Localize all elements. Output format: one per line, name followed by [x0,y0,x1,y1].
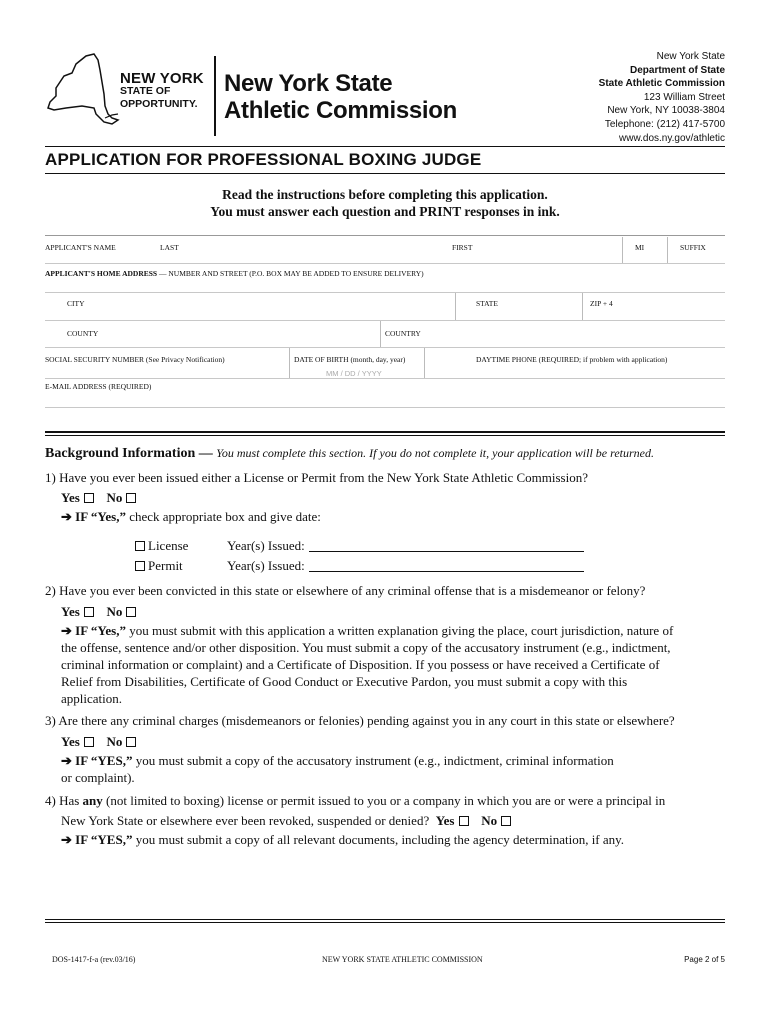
email-field[interactable] [45,382,151,391]
logo-line-new-york: NEW YORK [120,70,204,87]
no-label: No [106,604,123,619]
ssn-label: SOCIAL SECURITY NUMBER [45,355,145,364]
row-divider [45,320,725,321]
agency-address [599,50,725,145]
middle-initial-field[interactable]: MI [635,243,645,252]
if-yes-label: IF “YES,” [75,832,133,847]
no-label: No [481,813,498,828]
license-checkbox[interactable] [135,541,145,551]
instructions-line: Read the instructions before completing this application. [222,187,548,202]
row-divider [45,292,725,293]
first-name-field[interactable]: FIRST [452,243,473,252]
address-line: New York, NY 10038-3804 [607,105,725,117]
section-rule [45,431,725,433]
zip-field[interactable]: ZIP + 4 [590,299,613,308]
dob-note: (month, day, year) [348,355,406,364]
license-years-input[interactable] [309,540,584,552]
state-field[interactable]: STATE [476,299,498,308]
question-1 [45,469,730,574]
question-4-ifyes [45,831,730,848]
divider [380,321,381,347]
dob-placeholder: MM / DD / YYYY [326,369,382,378]
question-4-line2 [45,812,730,829]
logo-divider [214,56,216,136]
logo-line-opportunity: OPPORTUNITY. [120,98,198,110]
dob-label: DATE OF BIRTH [294,355,349,364]
q4-text: New York State or elsewhere ever been revoked, suspended or denied? [61,813,430,828]
title-rule [45,173,725,174]
row-divider [45,347,725,348]
question-1-answers [45,489,730,506]
license-row [45,537,730,554]
q1-no-checkbox[interactable] [126,493,136,503]
applicant-name-label: APPLICANT'S NAME [45,243,116,252]
license-label: License [148,538,189,553]
footer-agency: NEW YORK STATE ATHLETIC COMMISSION [322,955,483,964]
ssn-field[interactable] [45,355,225,364]
address-line: 123 William Street [643,91,725,103]
background-heading [45,446,654,462]
logo-small-text [120,72,204,111]
years-issued-label: Year(s) Issued: [227,538,305,553]
q2-no-checkbox[interactable] [126,607,136,617]
question-3 [45,712,730,786]
q4-text: 4) Has [45,793,83,808]
divider [424,348,425,378]
question-4 [45,792,730,848]
logo-line-state-of: STATE OF [120,85,171,97]
last-name-field[interactable]: LAST [160,243,179,252]
email-note: (REQUIRED) [106,382,152,391]
q1-yes-checkbox[interactable] [84,493,94,503]
country-field[interactable]: COUNTRY [385,329,421,338]
question-3-text: 3) Are there any criminal charges (misdemeanors or felonies) pending against you in any court in this state or elsewhere? [45,713,675,728]
instructions [45,186,725,220]
address-line: www.dos.ny.gov/athletic [619,132,725,144]
divider [455,293,456,320]
logo-title [224,70,457,124]
q3-no-checkbox[interactable] [126,737,136,747]
address-line: State Athletic Commission [598,78,725,90]
q3-explanation: you must submit a copy of the accusatory instrument (e.g., indictment, criminal information [132,753,614,768]
divider [582,293,583,320]
permit-row [45,557,730,574]
permit-years [227,557,584,574]
address-line: Department of State [629,64,725,76]
divider [289,348,290,378]
q4-explanation: you must submit a copy of all relevant documents, including the agency determination, if any. [132,832,625,847]
no-label: No [106,734,123,749]
no-label: No [106,490,123,505]
home-address-label: APPLICANT'S HOME ADDRESS [45,269,158,278]
footer-rule [45,922,725,923]
phone-label: DAYTIME PHONE [476,355,537,364]
arrow-right-icon: ➔ [61,753,72,768]
yes-label: Yes [61,734,80,749]
q2-explanation: Relief from Disabilities, Certificate of Good Conduct or Executive Pardon, you must submit a copy with this [61,674,628,689]
suffix-field[interactable]: SUFFIX [680,243,706,252]
if-yes-label: IF “Yes,” [75,509,126,524]
logo-title-line2: Athletic Commission [224,97,457,124]
form-title: APPLICATION FOR PROFESSIONAL BOXING JUDGE [45,150,482,169]
question-3-answers [45,733,730,750]
row-divider [45,263,725,264]
ssn-note: (See Privacy Notification) [144,355,225,364]
arrow-right-icon: ➔ [61,623,72,638]
permit-checkbox[interactable] [135,561,145,571]
question-2-ifyes [45,622,730,639]
q2-explanation: criminal information or complaint) and a Certificate of Disposition. If you possess or have received a Certificate of [61,657,660,672]
county-field[interactable]: COUNTY [67,329,99,338]
if-yes-text: check appropriate box and give date: [125,509,321,524]
arrow-right-icon: ➔ [61,832,72,847]
question-2-text: 2) Have you ever been convicted in this state or elsewhere of any criminal offense that is a misdemeanor or felony? [45,583,646,598]
q2-explanation: application. [61,691,123,706]
license-years [227,537,584,554]
divider [667,237,668,263]
arrow-right-icon: ➔ [61,509,72,524]
row-divider [45,407,725,408]
q4-text-bold: any [82,793,103,808]
background-heading-title: Background Information — [45,446,213,461]
email-label: E-MAIL ADDRESS [45,382,107,391]
q2-explanation: the offense, sentence and/or other disposition. You must submit a copy of the accusatory instrument (e.g., indictment, [61,640,671,655]
permit-label: Permit [148,558,183,573]
page-number: Page 2 of 5 [684,955,725,964]
question-3-ifyes [45,752,730,769]
years-issued-label: Year(s) Issued: [227,558,305,573]
city-field[interactable]: CITY [67,299,85,308]
divider [622,237,623,263]
question-4-text [45,792,730,809]
section-rule [45,435,725,436]
address-line: Telephone: (212) 417-5700 [604,118,725,130]
q4-yes-checkbox[interactable] [459,816,469,826]
question-2-answers [45,603,730,620]
instructions-line: You must answer each question and PRINT responses in ink. [210,204,560,219]
home-address-field[interactable] [45,269,424,278]
question-1-text: 1) Have you ever been issued either a License or Permit from the New York State Athletic Commission? [45,470,588,485]
form-number: DOS-1417-f-a (rev.03/16) [52,955,136,964]
logo-title-line1: New York State [224,70,393,97]
yes-label: Yes [435,813,455,828]
footer-rule [45,919,725,920]
if-yes-label: IF “YES,” [75,753,133,768]
question-2 [45,582,730,707]
header-rule [45,146,725,147]
question-1-ifyes [45,508,730,525]
q3-yes-checkbox[interactable] [84,737,94,747]
home-address-note: — NUMBER AND STREET (P.O. BOX MAY BE ADDED TO ENSURE DELIVERY) [157,269,424,278]
phone-note: (REQUIRED; if problem with application) [536,355,668,364]
logo [42,48,462,140]
q4-text: (not limited to boxing) license or permit issued to you or a company in which you are or were a principal in [102,793,666,808]
address-line: New York State [656,51,725,62]
new-york-state-map-icon [42,48,120,140]
background-heading-note: You must complete this section. If you do not complete it, your application will be returned. [216,446,655,460]
fields-top-rule [45,235,725,236]
row-divider [45,378,725,379]
yes-label: Yes [61,604,80,619]
permit-years-input[interactable] [309,560,584,572]
q2-explanation: you must submit with this application a written explanation giving the place, court jurisdiction, nature of [125,623,674,638]
yes-label: Yes [61,490,80,505]
q3-explanation: or complaint). [61,770,135,785]
dob-field[interactable] [294,355,405,364]
daytime-phone-field[interactable] [476,355,667,364]
q2-yes-checkbox[interactable] [84,607,94,617]
q4-no-checkbox[interactable] [501,816,511,826]
if-yes-label: IF “Yes,” [75,623,126,638]
